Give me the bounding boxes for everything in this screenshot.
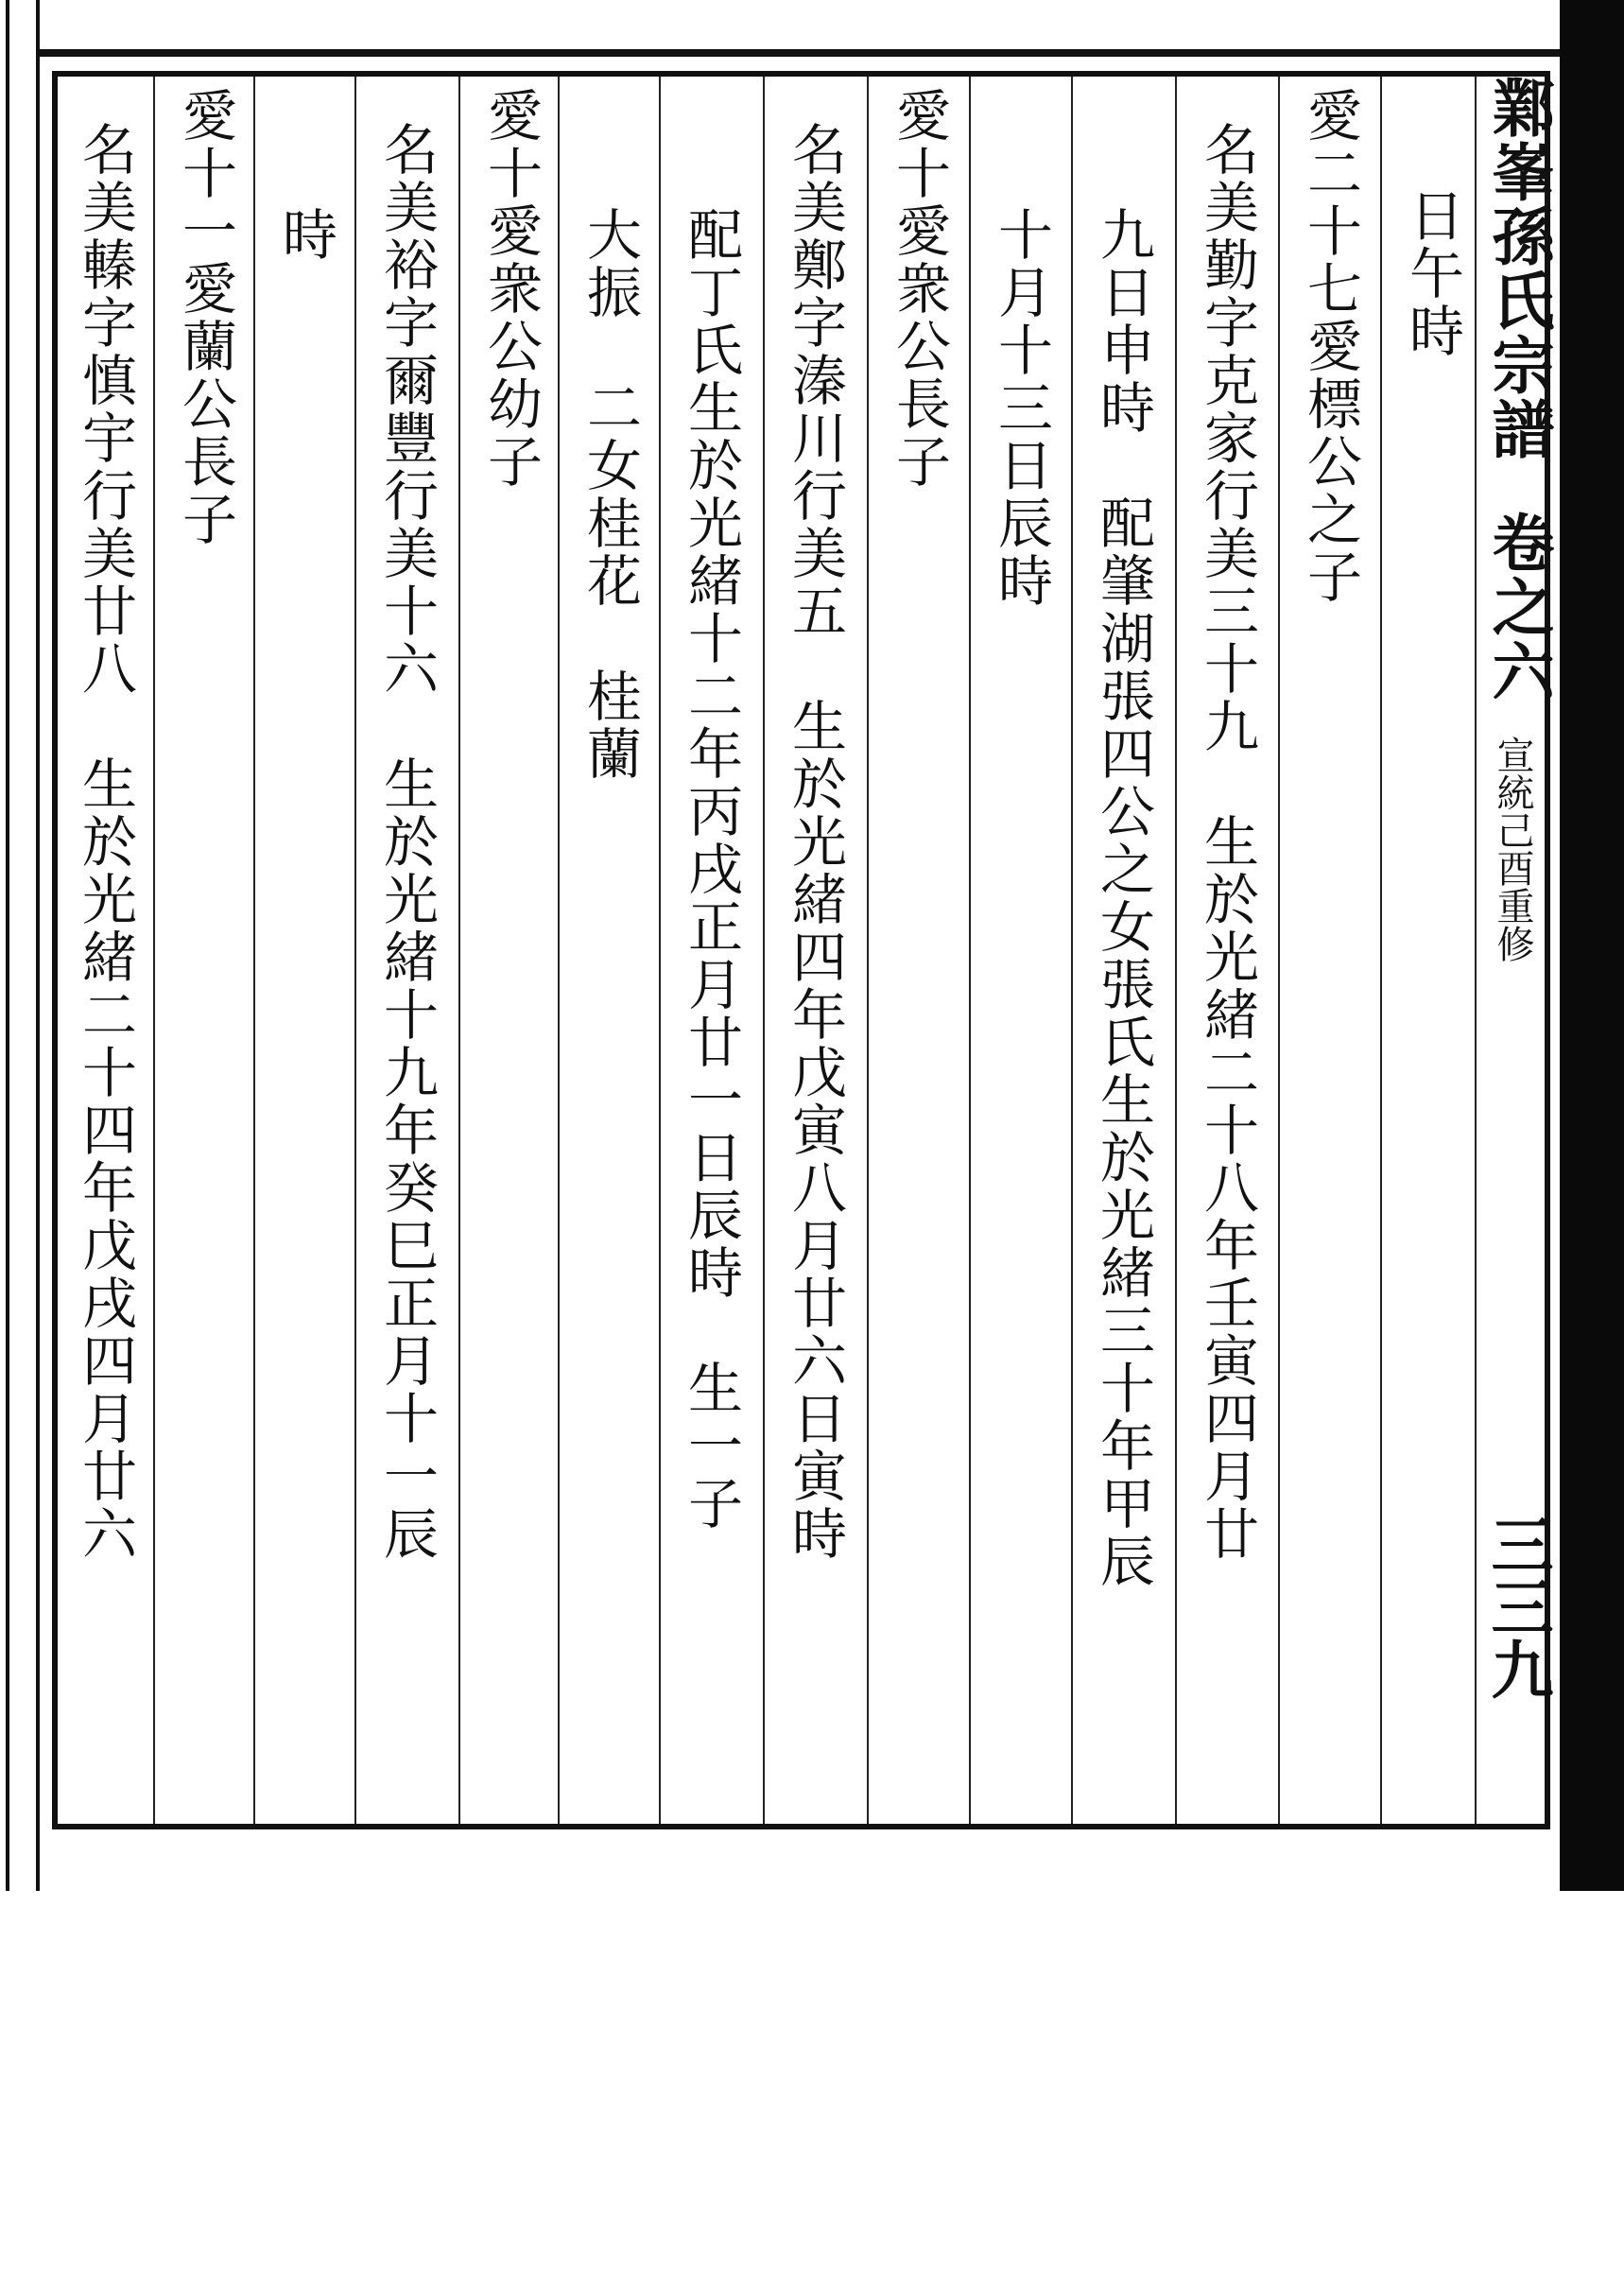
- page-edge-line: [36, 0, 40, 1891]
- column-text: 愛十愛衆公長子: [887, 87, 951, 491]
- column-text: 十月十三日辰時: [989, 206, 1053, 610]
- genealogy-column: [55, 83, 155, 1823]
- book-title-text: 鄴峯孫氏宗譜: [1481, 76, 1555, 461]
- genealogy-column: [869, 83, 969, 1823]
- genealogy-column: [460, 83, 561, 1823]
- genealogy-column: [255, 83, 355, 1823]
- page-number-text: 三三九: [1480, 1513, 1554, 1700]
- column-text: 九日申時 配肇湖張四公之女張氏生於光緒三十年甲辰: [1091, 206, 1155, 1590]
- edition-text: 宣統己酉重修: [1491, 736, 1534, 962]
- genealogy-column: [155, 83, 255, 1823]
- genealogy-column: [1073, 83, 1173, 1823]
- column-text: 時: [273, 206, 337, 264]
- page-edge-line: [6, 0, 9, 1891]
- column-text: 日午時: [1400, 187, 1464, 360]
- column-text: 愛二十七愛標公之子: [1298, 87, 1362, 606]
- column-text: 愛十愛衆公幼子: [478, 87, 543, 491]
- genealogy-column: [971, 83, 1071, 1823]
- genealogy-column: [560, 83, 660, 1823]
- page-fold-shadow: [1560, 0, 1624, 1891]
- genealogy-column: [1280, 83, 1380, 1823]
- column-text: 名美轃字慎宇行美廿八 生於光緒二十四年戊戌四月廿六: [73, 121, 137, 1563]
- top-border-rule: [38, 49, 1560, 57]
- genealogy-column: [661, 83, 761, 1823]
- column-text: 名美鄭字溱川行美五 生於光緒四年戊寅八月廿六日寅時: [783, 121, 847, 1563]
- genealogy-column: [1177, 83, 1277, 1823]
- genealogy-column: [1382, 83, 1482, 1823]
- column-text: 配丁氏生於光緒十二年丙戌正月廿一日辰時 生一子: [679, 206, 743, 1533]
- column-text: 名美勤字克家行美三十九 生於光緒二十八年壬寅四月廿: [1195, 121, 1259, 1563]
- genealogy-column: [765, 83, 865, 1823]
- genealogy-column: [356, 83, 457, 1823]
- column-text: 大振 二女桂花 桂蘭: [578, 206, 642, 783]
- column-text: 名美裕字爾豐行美十六 生於光緒十九年癸巳正月十一辰: [374, 121, 439, 1563]
- edition-note: [1479, 736, 1546, 1076]
- column-text: 愛十一愛蘭公長子: [173, 87, 237, 548]
- page-number: [1475, 1513, 1560, 1825]
- volume-text: 卷之六: [1481, 511, 1555, 703]
